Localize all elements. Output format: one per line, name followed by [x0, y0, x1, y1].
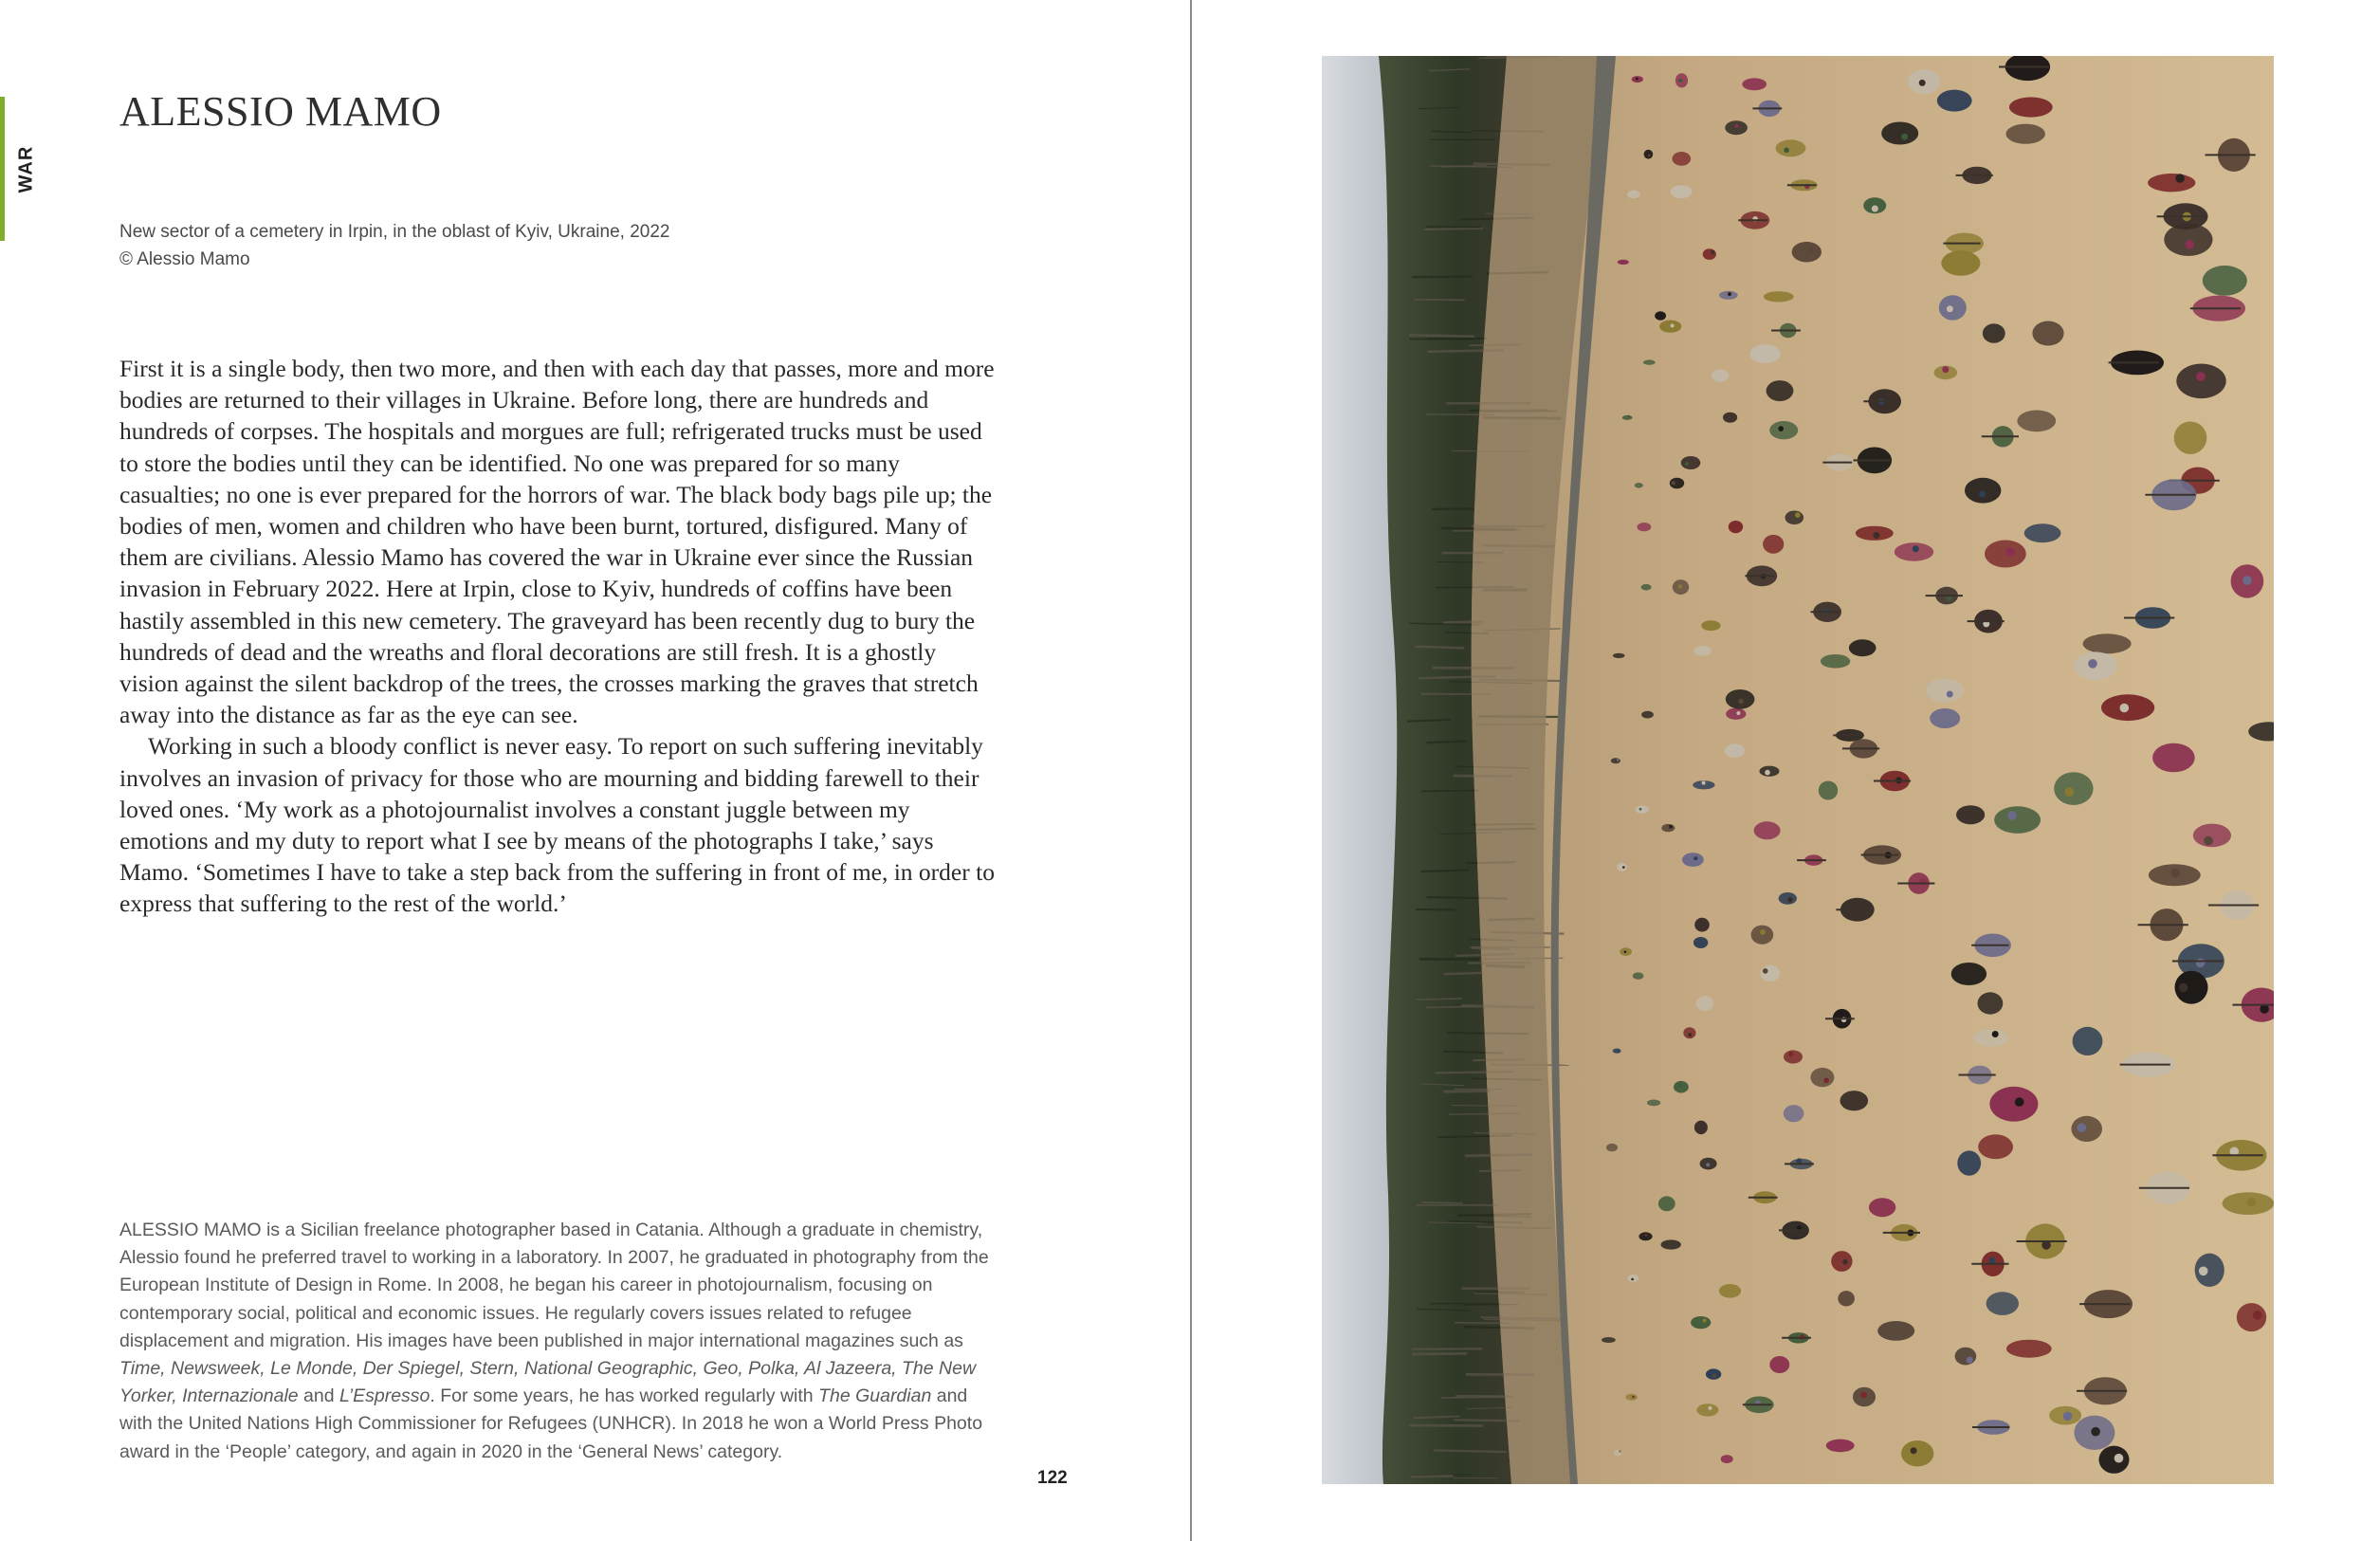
- photographer-name: ALESSIO MAMO: [119, 88, 442, 135]
- bio-text-1: ALESSIO MAMO is a Sicilian freelance photographer based in Catania. Although a graduate in chemistry, Alessio found he preferred travel to working in a laboratory. In 2007, he graduated in photography from the European Institute of Design in Rome. In 2008, he began his career in photojournalism, focusing on contemporary social, political and economic issues. He regularly covers issues related to refugee displacement and migration. His images have been published in major international magazines such as: [119, 1220, 989, 1351]
- photo-caption: [119, 218, 840, 273]
- bio-last-magazine: L’Espresso: [339, 1385, 430, 1407]
- photographer-bio: [119, 1217, 1001, 1466]
- page-gutter: [1190, 0, 1192, 1541]
- essay-paragraph-2: Working in such a bloody conflict is never easy. To report on such suffering inevitably involves an invasion of privacy for those who are mourning and bidding farewell to their loved ones. ‘My work as a photojournalist involves a constant juggle between my emotions and my duty to report what I see by means of the photographs I take,’ says Mamo. ‘Sometimes I have to take a step back from the suffering in front of me, in order to express that suffering to the rest of the world.’: [119, 732, 995, 918]
- bio-text-3: and with the United Nations High Commissioner for Refugees (UNHCR). In 2018 he won a World Press Photo award in the ‘People’ category, and again in 2020 in the ‘General News’ category.: [119, 1385, 983, 1462]
- bio-text-2: . For some years, he has worked regularly with: [430, 1385, 819, 1407]
- essay-paragraph-1: First it is a single body, then two more, and then with each day that passes, more and more bodies are returned to their villages in Ukraine. Before long, there are hundreds and hundreds of corpses. The hospitals and morgues are full; refrigerated trucks must be used to store the bodies until they can be identified. No one was prepared for so many casualties; no one is ever prepared for the horrors of war. The black body bags pile up; the bodies of men, women and children who have been burnt, tortured, disfigured. Many of them are civilians. Alessio Mamo has covered the war in Ukraine ever since the Russian invasion in February 2022. Here at Irpin, close to Kyiv, hundreds of coffins have been hastily assembled in this new cemetery. The graveyard has been recently dug to bury the hundreds of dead and the wreaths and floral decorations are still fresh. It is a ghostly vision against the silent backdrop of the trees, the crosses marking the graves that stretch away into the distance as far as the eye can see.: [119, 355, 995, 729]
- page-number: 122: [1037, 1468, 1068, 1488]
- caption-credit: © Alessio Mamo: [119, 249, 250, 269]
- cemetery-photo: [1322, 56, 2274, 1484]
- essay-body: [119, 353, 997, 920]
- section-accent-bar: [0, 97, 5, 241]
- section-label: WAR: [15, 145, 37, 193]
- caption-title: New sector of a cemetery in Irpin, in the oblast of Kyiv, Ukraine, 2022: [119, 222, 670, 242]
- bio-and: and: [298, 1385, 339, 1407]
- bio-guardian: The Guardian: [818, 1385, 932, 1407]
- bio-magazines: Time, Newsweek, Le Monde, Der Spiegel, Stern, National Geographic, Geo, Polka, Al Jazeera, The New Yorker, Internazionale: [119, 1358, 977, 1407]
- section-tab: [11, 97, 42, 241]
